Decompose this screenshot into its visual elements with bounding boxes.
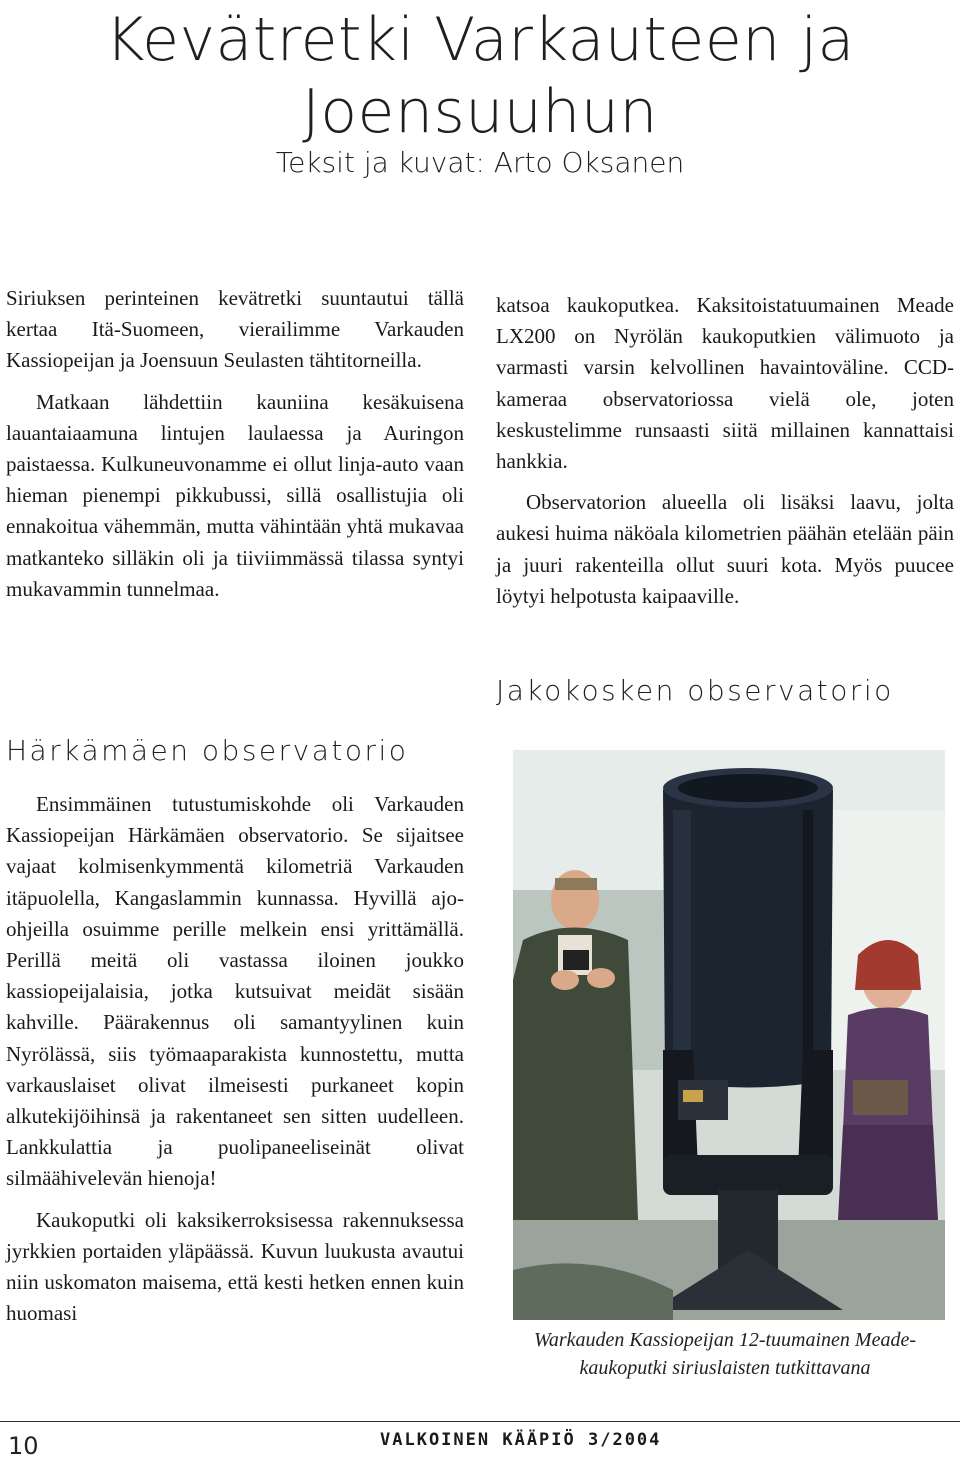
left-column-top [6,283,464,615]
telescope-photo-illustration [513,750,945,1320]
article-title [0,4,960,148]
telescope-photo [513,750,945,1320]
title-line-1: Kevätretki Varkauteen ja [105,5,855,75]
right-column [496,290,954,622]
photo-caption: Warkauden Kassiopeijan 12-tuumainen Meade-kaukoputki siriuslaisten tutkittavana [534,1329,916,1379]
section-heading-harkamaki: Härkämäen observatorio [6,734,409,767]
left-column-bottom [6,789,464,1339]
paragraph: Siriuksen perinteinen kevätretki suuntautui tällä kertaa Itä-Suomeen, vierailimme Varkauden Kassiopeijan ja Joensuun Seulasten tähtitorneilla. [6,286,464,373]
paragraph: katsoa kaukoputkea. Kaksitoistatuumainen Meade LX200 on Nyrölän kaukoputkien välimuoto ja varmasti varsin kelvollinen havaintoväline. CCD-kameraa observatoriossa vielä ole, joten keskustelimme runsaasti siitä millainen kannattaisi hankkia. [496,293,954,474]
footer-rule [0,1421,960,1422]
paragraph: Ensimmäinen tutustumiskohde oli Varkauden Kassiopeijan Härkämäen observatorio. Se sijaitsee vajaat kolmisenkymmentä kilometriä Varkauden itäpuolella, Kangaslammin kunnassa. Hyvillä ajo-ohjeilla osuimme perille melkein ensi yrittämällä. Perillä meitä oli vastassa iloinen joukko kassiopeijalaisia, jotka kutsuivat meidät sisään kahville. Päärakennus oli samantyylinen kuin Nyrölässä, siis työmaaparakista kunnostettu, mutta varkauslaiset olivat ilmeisesti purkaneet kopin alkutekijöihinsä ja rakentaneet sen sitten uudelleen. Lankkulattia ja puolipaneeliseinät olivat silmäähivelevän hienoja! [6,792,464,1191]
paragraph: Observatorion alueella oli lisäksi laavu, jolta aukesi huima näköala kilometrien päähän etelään päin ja juuri rakenteilla ollut suuri kota. Myös puucee löytyi helpotusta kaipaaville. [496,490,954,608]
page-number: 10 [8,1432,39,1460]
magazine-name: VALKOINEN KÄÄPIÖ 3/2004 [380,1430,662,1450]
paragraph: Matkaan lähdettiin kauniina kesäkuisena lauantaiaamuna lintujen laulaessa ja Auringon paistaessa. Kulkuneuvonamme ei ollut linja-auto vaan hieman pienempi pikkubussi, sillä osallistujia oli ennakoitua vähemmän, mutta vähintään yhtä mukavaa matkanteko silläkin oli ja tiiviimmässä tilassa syntyi mukavammin tunnelmaa. [6,389,464,601]
byline: Teksit ja kuvat: Arto Oksanen [275,146,685,179]
paragraph: Kaukoputki oli kaksikerroksisessa rakennuksessa jyrkkien portaiden yläpäässä. Kuvun luukusta avautui niin uskomaton maisema, että kesti hetken ennen kuin huomasi [6,1207,464,1326]
title-line-2: Joensuuhun [302,77,658,147]
section-heading-jakokoski: Jakokosken observatorio [496,674,894,707]
